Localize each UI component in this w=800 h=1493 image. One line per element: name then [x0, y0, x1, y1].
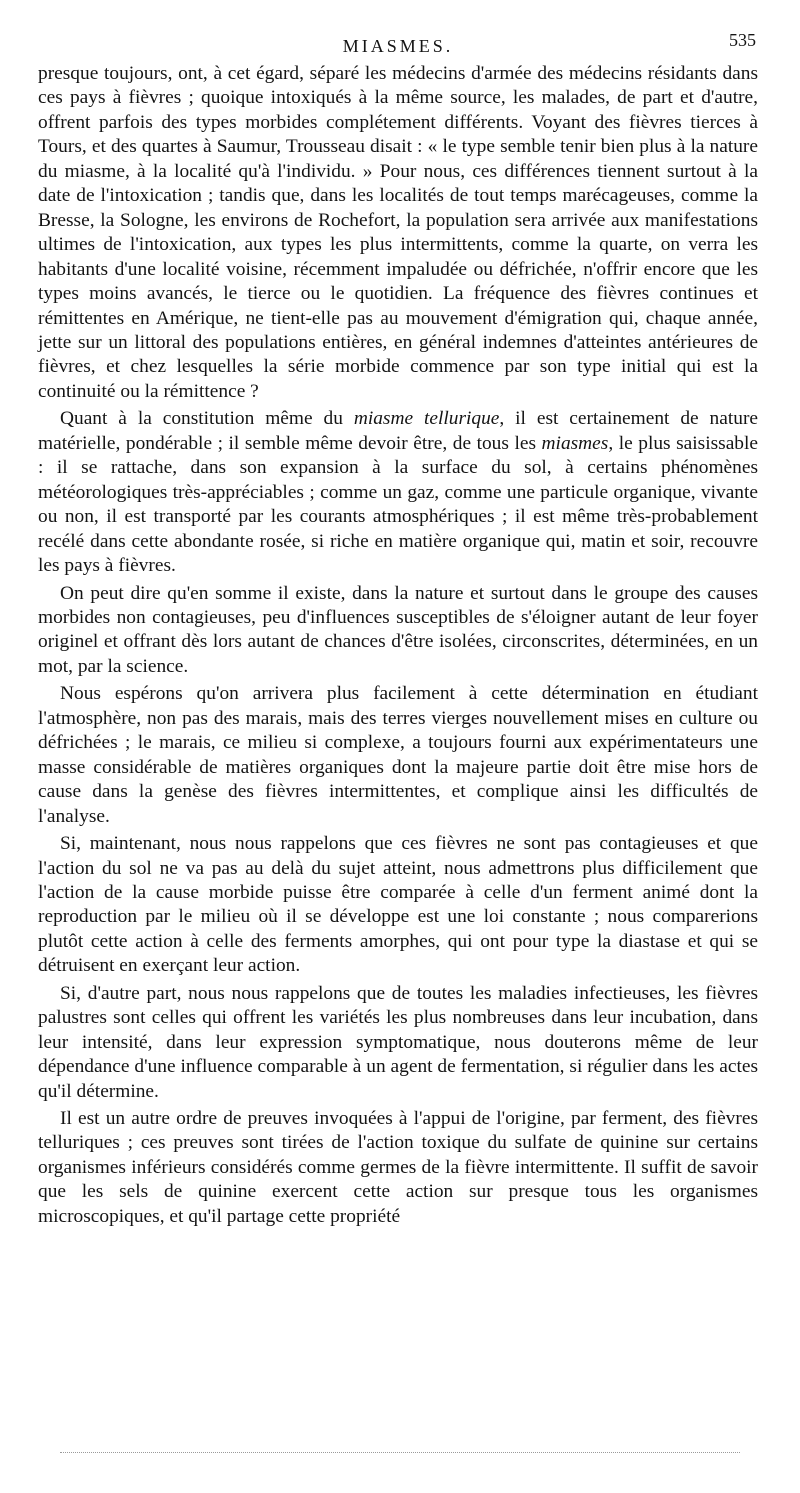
body-text — [38, 62, 758, 1229]
running-title: MIASMES. — [342, 36, 454, 56]
paragraph-2 — [38, 407, 758, 578]
page-number: 535 — [729, 30, 756, 50]
paragraph-4: Nous espérons qu'on arrivera plus facilement à cette détermination en étudiant l'atmosphère, non pas des marais, mais des terres vierges nouvellement mises en culture ou défrichées ; le marais, ce milieu si complexe, a toujours fourni aux expérimentateurs une masse considérable de matières organiques dont la majeure partie doit être mise hors de cause dans la genèse des fièvres intermittentes, et complique ainsi les difficultés de l'analyse. — [38, 683, 758, 827]
paragraph-2-before: Quant à la constitution même du — [60, 408, 354, 430]
bottom-print-rule — [60, 1452, 740, 1453]
paragraph-5: Si, maintenant, nous nous rappelons que ces fièvres ne sont pas contagieuses et que l'action du sol ne va pas au delà du sujet atteint, nous admettrons plus difficilement que l'action de la cause morbide puisse être comparée à celle d'un ferment animé dont la reproduction par le milieu où il se développe est une loi constante ; nous comparerions plutôt cette action à celle des ferments amorphes, qui ont pour type la diastase et qui se détruisent en exerçant leur action. — [38, 833, 758, 977]
term-miasmes: miasmes — [541, 432, 609, 454]
term-miasme-tellurique: miasme tellurique — [353, 408, 500, 430]
running-header — [38, 28, 758, 62]
paragraph-1: presque toujours, ont, à cet égard, séparé les médecins d'armée des médecins résidants dans ces pays à fièvres ; quoique intoxiqués à la même source, les malades, de part et d'autre, offrent parfois des types morbides complétement différents. Voyant des fièvres tierces à Tours, et des quartes à Saumur, Trousseau disait : « le type semble tenir bien plus à la nature du miasme, à la localité qu'à l'individu. » Pour nous, ces différences tiennent surtout à la date de l'intoxication ; tandis que, dans les localités de tout temps marécageuses, comme la Bresse, la Sologne, les environs de Rochefort, la population sera arrivée aux manifestations ultimes de l'intoxication, aux types les plus intermittents, comme la quarte, on verra les habitants d'une localité voisine, récemment impaludée ou défrichée, n'offrir encore que les types moins avancés, le tierce ou le quotidien. La fréquence des fièvres continues et rémittentes en Amérique, ne tient-elle pas au mouvement d'émigration qui, chaque année, jette sur un littoral des populations entières, en général indemnes d'atteintes antérieures de fièvres, et chez lesquelles la série morbide commence par son type initial qui est la continuité ou la rémittence ? — [38, 63, 758, 402]
paragraph-2-after: , le plus saisissable : il se rattache, dans son expansion à la surface du sol, à certains phénomènes météorologiques très-appréciables ; comme un gaz, comme une particule organique, vivante ou non, il est transporté par les courants atmosphériques ; il est même très-probablement recélé dans cette abondante rosée, si riche en matière organique qui, matin et soir, recouvre les pays à fièvres. — [38, 432, 758, 577]
paragraph-7: Il est un autre ordre de preuves invoquées à l'appui de l'origine, par ferment, des fièvres telluriques ; ces preuves sont tirées de l'action toxique du sulfate de quinine sur certains organismes inférieurs considérés comme germes de la fièvre intermittente. Il suffit de savoir que les sels de quinine exercent cette action sur presque tous les organismes microscopiques, et qu'il partage cette propriété — [38, 1108, 758, 1227]
paragraph-3: On peut dire qu'en somme il existe, dans la nature et surtout dans le groupe des causes morbides non contagieuses, peu d'influences susceptibles de s'éloigner autant de leur foyer originel et offrant dès lors autant de chances d'être isolées, circonscrites, déterminées, en un mot, par la science. — [38, 582, 758, 677]
paragraph-6: Si, d'autre part, nous nous rappelons que de toutes les maladies infectieuses, les fièvres palustres sont celles qui offrent les variétés les plus nombreuses dans leur incubation, dans leur intensité, dans leur expression symptomatique, nous douterons même de leur dépendance d'une influence comparable à un agent de fermentation, si régulier dans les actes qu'il détermine. — [38, 982, 758, 1102]
paragraph-2-middle: , il est certainement de nature matérielle, pondérable ; il semble même devoir être, de tous les — [38, 408, 759, 454]
